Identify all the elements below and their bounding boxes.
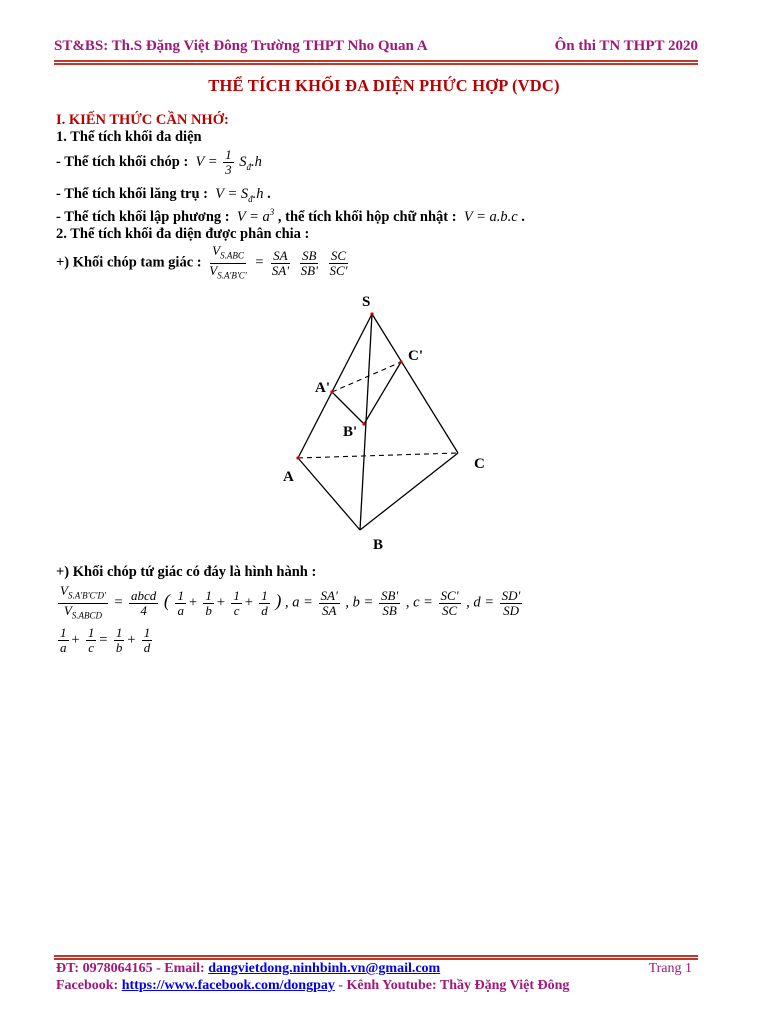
prism-volume-line: - Thể tích khối lăng trụ : $V = S_đ.h$ . (56, 186, 271, 204)
label-S: S (362, 294, 371, 310)
label-A1: A' (315, 380, 330, 396)
footer-social (56, 978, 698, 994)
item-2-heading: 2. Thể tích khối đa diện được phân chia : (56, 226, 310, 242)
section-heading: I. KIẾN THỨC CẦN NHỚ: (56, 112, 229, 128)
edge-SA (298, 314, 372, 458)
footer-rule (54, 955, 698, 957)
footer-youtube: - Kênh Youtube: Thầy Đặng Việt Đông (334, 978, 570, 993)
label-B1: B' (343, 424, 358, 440)
edge-AB (298, 458, 360, 530)
edge-A1B1 (332, 392, 364, 424)
tri-label: +) Khối chóp tam giác : (56, 254, 202, 271)
email-link[interactable]: dangvietdong.ninhbinh.vn@gmail.com (208, 961, 441, 976)
pyramid-label: - Thể tích khối chóp : (56, 153, 189, 170)
facebook-link[interactable]: https://www.facebook.com/dongpay (121, 978, 335, 993)
box-label: , thể tích khối hộp chữ nhật : (277, 208, 457, 225)
label-B: B (373, 537, 384, 553)
footer-rule-2 (54, 958, 698, 960)
edge-B1C1 (364, 362, 401, 424)
prism-label: - Thể tích khối lăng trụ : (56, 186, 209, 202)
header-right: Ôn thi TN THPT 2020 (554, 38, 698, 54)
edge-SC (372, 314, 458, 453)
header-left: ST&BS: Th.S Đặng Việt Đông Trường THPT Nho Quan A (54, 38, 428, 54)
edge-A1C1-hidden (332, 362, 401, 392)
cube-label: - Thể tích khối lập phương : (56, 208, 230, 225)
page-number: Trang 1 (648, 961, 692, 976)
cube-volume-line: - Thể tích khối lập phương : $V = a^3$ , thể tích khối hộp chữ nhật : V = a.b.c . (56, 207, 525, 225)
label-C1: C' (408, 348, 423, 364)
label-A: A (283, 469, 294, 485)
triangular-ratio-line: +) Khối chóp tam giác : $\frac{V_{S.ABC}}{V_{S.A'B'C'}}$ = $\frac{SA}{SA'}$ $\frac{SB}{SB'}$ $\frac{SC}{SC'}$ (56, 243, 348, 281)
item-1-heading: 1. Thể tích khối đa diện (56, 129, 202, 145)
edge-BC (360, 453, 458, 530)
footer-fb-label: Facebook: (56, 978, 122, 993)
pyramid-volume-line: - Thể tích khối chóp : V = $\frac{1}{3}$ $S_đ.h$ (56, 147, 262, 177)
label-C: C (474, 456, 485, 472)
reciprocal-identity-line: $\frac{1}{a}$ + $\frac{1}{c}$ = $\frac{1}{b}$ + $\frac{1}{d}$ (60, 625, 151, 655)
quad-ratio-line: $\frac{V_{S.A'B'C'D'}}{V_{S.ABCD}}$ = $\frac{\text{abcd}}{4}$ ( $\frac{1}{a}$ + $\frac{1}{b}$ + $\frac{1}{c}$ + $\frac{1}{d}$ ) , a = $\frac{SA'}{SA}$ , b = $\frac{SB'}{SB}$ , c = $\frac{SC'}{SC}$ , d = $\frac{SD'}{SD}$ (60, 583, 521, 621)
quad-heading: +) Khối chóp tứ giác có đáy là hình hành : (56, 564, 317, 580)
page-title: THỂ TÍCH KHỐI ĐA DIỆN PHỨC HỢP (VDC) (208, 76, 560, 95)
footer-phone: ĐT: 0978064165 - Email: (56, 961, 209, 976)
edge-AC-hidden (298, 453, 458, 458)
footer-contact (56, 961, 698, 977)
